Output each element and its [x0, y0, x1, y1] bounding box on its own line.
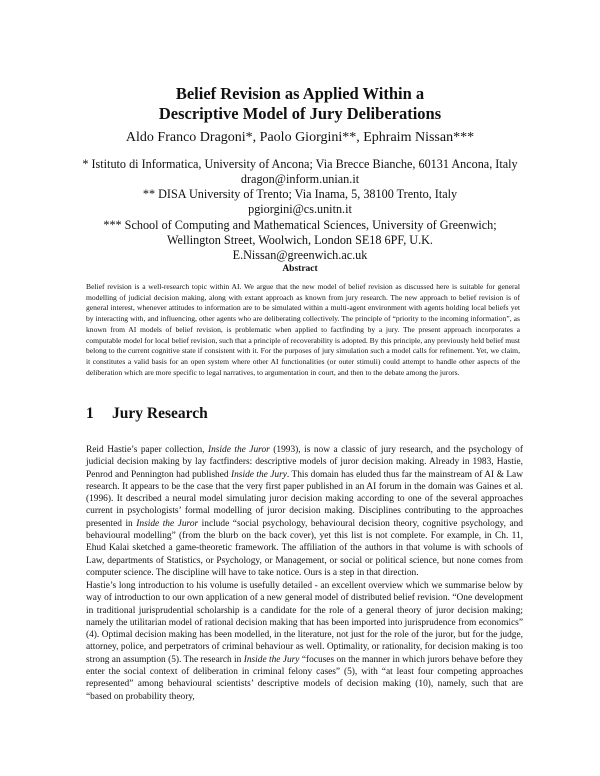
- paper-title-line-1: Belief Revision as Applied Within a: [175, 84, 425, 103]
- paper-title-line-2: Descriptive Model of Jury Deliberations: [158, 104, 442, 123]
- email-giorgini: pgiorgini@cs.unitn.it: [248, 202, 352, 216]
- abstract-text: Belief revision is a well-research topic within AI. We argue that the new model of belief revision as discussed here is suitable for general modelling of judicial decision making, along with extant approach as known from jury research. The new approach to belief revision is of general interest, whenever attitudes to information are to be simulated within a multi-agent environment with agents holding local beliefs yet by interacting with, and influencing, other agents who are deliberating collectively. The principle of “priority to the incoming information”, as known from AI models of belief revision, is problematic when applied to factfinding by a jury. The present approach incorporates a computable model for local belief revision, such that a principle of recoverability is adopted. By this principle, any previously held belief must belong to the current cognitive state if consistent with it. For the purposes of jury simulation such a model calls for refinement. Yet, we claim, it constitutes a valid basis for an open system where other AI functionalities (or outer stimuli) could attempt to handle other aspects of the deliberation which are more specific to legal narratives, to argumentation in court, and then to the debate among the jurors.: [86, 282, 520, 377]
- email-dragoni: dragon@inform.unian.it: [240, 172, 360, 186]
- section-number: 1: [86, 405, 94, 422]
- body-paragraph-1: Reid Hastie’s paper collection, Inside the Juror (1993), is now a classic of jury research, and the psychology of judicial decision making by lay factfinders: descriptive models of juror decision making. Already in 1983, Hastie, Penrod and Pennington had published Inside the Jury. This domain has eluded thus far the mainstream of AI & Law research. It appears to be the case that the very first paper published in an AI forum in the domain was Gaines et al. (1996). It described a neural model simulating juror decision making according to one of the several approaches current in psychologists’ formal modelling of juror decision making. Disciplines contributing to the approaches presented in Inside the Juror include “social psychology, behavioural decision theory, cognitive psychology, and behavioural modelling” (from the blurb on the back cover), yet this list is not complete. For example, in Ch. 11, Ehud Kalai sketched a game-theoretic framework. The affiliation of the authors in that volume is with schools of Law, departments of Statistics, or Psychology, or Management, or social or political science, but none comes from computer science. The discipline will have to take notice. Ours is a step in that direction.: [86, 445, 523, 578]
- author-list: Aldo Franco Dragoni*, Paolo Giorgini**, Ephraim Nissan***: [125, 130, 475, 145]
- section-title: Jury Research: [112, 405, 208, 422]
- affiliation-greenwich: *** School of Computing and Mathematical Sciences, University of Greenwich;: [103, 218, 497, 232]
- affiliation-greenwich-address: Wellington Street, Woolwich, London SE18 6PF, U.K.: [167, 233, 433, 247]
- email-nissan: E.Nissan@greenwich.ac.uk: [232, 248, 368, 262]
- affiliation-trento: ** DISA University of Trento; Via Inama, 5, 38100 Trento, Italy: [142, 187, 458, 201]
- body-paragraph-2: Hastie’s long introduction to his volume is usefully detailed - an excellent overview which we summarise below by way of introduction to our own application of a new general model of distributed belief revision. “One development in traditional jurisprudential scholarship is a candidate for the role of a general theory of juror decision making; namely the utilitarian model of rational decision making that has been imported into jurisprudence from economics” (4). Optimal decision making has been modelled, in the literature, not just for the role of the juror, but for the judge, attorney, police, and perpetrators of criminal behaviour as well. Optimality, or rationality, for decision making is too strong an assumption (5). The research in Inside the Jury “focuses on the manner in which jurors behave before they enter the social context of deliberation in criminal felony cases” (5), with “at least four competing approaches represented” among behavioural scientists’ descriptive models of decision making (10), namely, such that are “based on probability theory,: [86, 581, 523, 702]
- affiliation-ancona: * Istituto di Informatica, University of Ancona; Via Brecce Bianche, 60131 Ancona, Italy: [82, 157, 518, 171]
- section-heading: [86, 405, 208, 423]
- abstract-heading: Abstract: [282, 264, 318, 274]
